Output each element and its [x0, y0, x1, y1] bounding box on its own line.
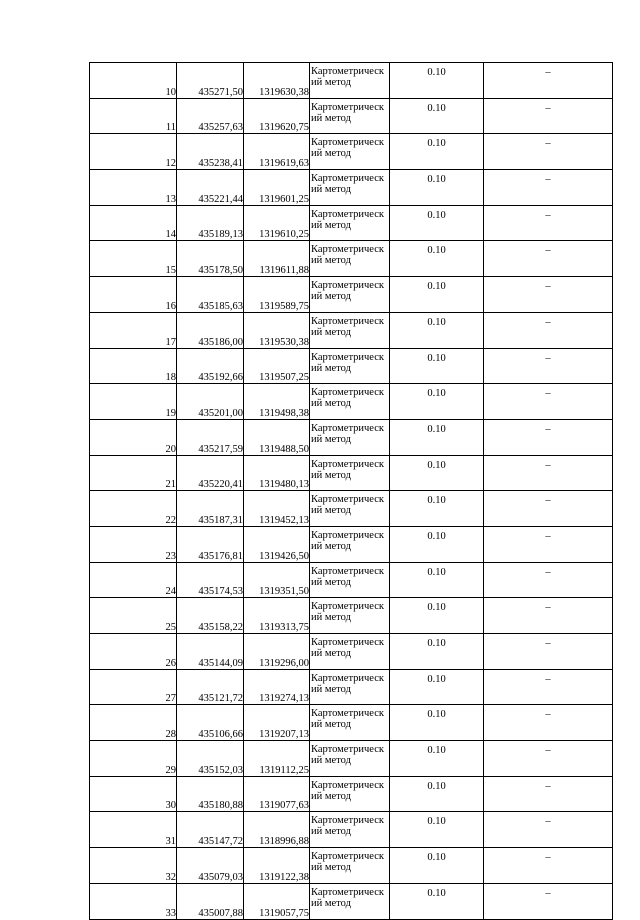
point-number-cell: 29 [90, 741, 177, 777]
note-cell: – [484, 170, 613, 206]
method-cell: Картометрический метод [310, 170, 390, 206]
method-cell: Картометрический метод [310, 98, 390, 134]
x-coordinate-cell: 435238,41 [177, 134, 244, 170]
accuracy-cell: 0.10 [390, 455, 484, 491]
x-coordinate-cell: 435257,63 [177, 98, 244, 134]
table-row [90, 63, 613, 99]
x-coordinate-cell: 435176,81 [177, 526, 244, 562]
point-number-cell: 10 [90, 63, 177, 99]
note-cell: – [484, 205, 613, 241]
y-coordinate-cell: 1319351,50 [244, 562, 310, 598]
y-coordinate-cell: 1319274,13 [244, 669, 310, 705]
accuracy-cell: 0.10 [390, 241, 484, 277]
note-cell: – [484, 419, 613, 455]
x-coordinate-cell: 435186,00 [177, 312, 244, 348]
method-cell: Картометрический метод [310, 598, 390, 634]
note-cell: – [484, 63, 613, 99]
table-row [90, 526, 613, 562]
y-coordinate-cell: 1319452,13 [244, 491, 310, 527]
point-number-cell: 13 [90, 170, 177, 206]
accuracy-cell: 0.10 [390, 63, 484, 99]
method-cell: Картометрический метод [310, 526, 390, 562]
point-number-cell: 18 [90, 348, 177, 384]
method-cell: Картометрический метод [310, 669, 390, 705]
y-coordinate-cell: 1319620,75 [244, 98, 310, 134]
accuracy-cell: 0.10 [390, 384, 484, 420]
note-cell: – [484, 384, 613, 420]
table-row [90, 205, 613, 241]
accuracy-cell: 0.10 [390, 883, 484, 919]
x-coordinate-cell: 435174,53 [177, 562, 244, 598]
note-cell: – [484, 598, 613, 634]
table-row [90, 134, 613, 170]
table-row [90, 776, 613, 812]
y-coordinate-cell: 1319630,38 [244, 63, 310, 99]
coordinates-table [89, 62, 613, 920]
table-row [90, 312, 613, 348]
y-coordinate-cell: 1319530,38 [244, 312, 310, 348]
coordinates-table-body [90, 63, 613, 920]
method-cell: Картометрический метод [310, 419, 390, 455]
point-number-cell: 31 [90, 812, 177, 848]
method-cell: Картометрический метод [310, 741, 390, 777]
note-cell: – [484, 134, 613, 170]
point-number-cell: 32 [90, 848, 177, 884]
y-coordinate-cell: 1319488,50 [244, 419, 310, 455]
x-coordinate-cell: 435178,50 [177, 241, 244, 277]
x-coordinate-cell: 435079,03 [177, 848, 244, 884]
table-row [90, 170, 613, 206]
x-coordinate-cell: 435121,72 [177, 669, 244, 705]
x-coordinate-cell: 435158,22 [177, 598, 244, 634]
y-coordinate-cell: 1319589,75 [244, 277, 310, 313]
method-cell: Картометрический метод [310, 134, 390, 170]
x-coordinate-cell: 435189,13 [177, 205, 244, 241]
x-coordinate-cell: 435180,88 [177, 776, 244, 812]
point-number-cell: 24 [90, 562, 177, 598]
accuracy-cell: 0.10 [390, 562, 484, 598]
point-number-cell: 20 [90, 419, 177, 455]
y-coordinate-cell: 1319122,38 [244, 848, 310, 884]
accuracy-cell: 0.10 [390, 741, 484, 777]
y-coordinate-cell: 1319112,25 [244, 741, 310, 777]
y-coordinate-cell: 1319313,75 [244, 598, 310, 634]
table-row [90, 277, 613, 313]
y-coordinate-cell: 1319077,63 [244, 776, 310, 812]
note-cell: – [484, 741, 613, 777]
note-cell: – [484, 776, 613, 812]
accuracy-cell: 0.10 [390, 705, 484, 741]
y-coordinate-cell: 1319296,00 [244, 634, 310, 670]
accuracy-cell: 0.10 [390, 598, 484, 634]
table-row [90, 491, 613, 527]
point-number-cell: 28 [90, 705, 177, 741]
method-cell: Картометрический метод [310, 776, 390, 812]
accuracy-cell: 0.10 [390, 348, 484, 384]
table-row [90, 455, 613, 491]
y-coordinate-cell: 1319426,50 [244, 526, 310, 562]
table-row [90, 634, 613, 670]
method-cell: Картометрический метод [310, 241, 390, 277]
x-coordinate-cell: 435221,44 [177, 170, 244, 206]
table-row [90, 705, 613, 741]
point-number-cell: 25 [90, 598, 177, 634]
point-number-cell: 16 [90, 277, 177, 313]
method-cell: Картометрический метод [310, 455, 390, 491]
accuracy-cell: 0.10 [390, 419, 484, 455]
note-cell: – [484, 848, 613, 884]
x-coordinate-cell: 435185,63 [177, 277, 244, 313]
accuracy-cell: 0.10 [390, 205, 484, 241]
method-cell: Картометрический метод [310, 63, 390, 99]
point-number-cell: 30 [90, 776, 177, 812]
note-cell: – [484, 98, 613, 134]
accuracy-cell: 0.10 [390, 312, 484, 348]
y-coordinate-cell: 1319507,25 [244, 348, 310, 384]
accuracy-cell: 0.10 [390, 134, 484, 170]
x-coordinate-cell: 435271,50 [177, 63, 244, 99]
point-number-cell: 22 [90, 491, 177, 527]
note-cell: – [484, 277, 613, 313]
x-coordinate-cell: 435007,88 [177, 883, 244, 919]
x-coordinate-cell: 435106,66 [177, 705, 244, 741]
accuracy-cell: 0.10 [390, 634, 484, 670]
method-cell: Картометрический метод [310, 384, 390, 420]
point-number-cell: 11 [90, 98, 177, 134]
accuracy-cell: 0.10 [390, 812, 484, 848]
table-row [90, 812, 613, 848]
x-coordinate-cell: 435201,00 [177, 384, 244, 420]
x-coordinate-cell: 435144,09 [177, 634, 244, 670]
note-cell: – [484, 705, 613, 741]
table-row [90, 562, 613, 598]
method-cell: Картометрический метод [310, 277, 390, 313]
note-cell: – [484, 455, 613, 491]
method-cell: Картометрический метод [310, 562, 390, 598]
y-coordinate-cell: 1319057,75 [244, 883, 310, 919]
method-cell: Картометрический метод [310, 205, 390, 241]
note-cell: – [484, 491, 613, 527]
accuracy-cell: 0.10 [390, 848, 484, 884]
method-cell: Картометрический метод [310, 312, 390, 348]
table-row [90, 883, 613, 919]
point-number-cell: 14 [90, 205, 177, 241]
y-coordinate-cell: 1319480,13 [244, 455, 310, 491]
accuracy-cell: 0.10 [390, 277, 484, 313]
point-number-cell: 19 [90, 384, 177, 420]
table-row [90, 384, 613, 420]
y-coordinate-cell: 1319619,63 [244, 134, 310, 170]
accuracy-cell: 0.10 [390, 526, 484, 562]
method-cell: Картометрический метод [310, 812, 390, 848]
note-cell: – [484, 526, 613, 562]
x-coordinate-cell: 435220,41 [177, 455, 244, 491]
note-cell: – [484, 634, 613, 670]
y-coordinate-cell: 1319601,25 [244, 170, 310, 206]
table-row [90, 98, 613, 134]
method-cell: Картометрический метод [310, 883, 390, 919]
method-cell: Картометрический метод [310, 848, 390, 884]
note-cell: – [484, 241, 613, 277]
table-row [90, 669, 613, 705]
table-row [90, 598, 613, 634]
y-coordinate-cell: 1319207,13 [244, 705, 310, 741]
method-cell: Картометрический метод [310, 348, 390, 384]
point-number-cell: 23 [90, 526, 177, 562]
point-number-cell: 12 [90, 134, 177, 170]
point-number-cell: 17 [90, 312, 177, 348]
x-coordinate-cell: 435187,31 [177, 491, 244, 527]
accuracy-cell: 0.10 [390, 776, 484, 812]
accuracy-cell: 0.10 [390, 98, 484, 134]
note-cell: – [484, 312, 613, 348]
note-cell: – [484, 812, 613, 848]
x-coordinate-cell: 435152,03 [177, 741, 244, 777]
note-cell: – [484, 562, 613, 598]
accuracy-cell: 0.10 [390, 491, 484, 527]
x-coordinate-cell: 435192,66 [177, 348, 244, 384]
table-row [90, 241, 613, 277]
point-number-cell: 26 [90, 634, 177, 670]
accuracy-cell: 0.10 [390, 669, 484, 705]
y-coordinate-cell: 1319611,88 [244, 241, 310, 277]
table-row [90, 741, 613, 777]
x-coordinate-cell: 435217,59 [177, 419, 244, 455]
note-cell: – [484, 669, 613, 705]
y-coordinate-cell: 1318996,88 [244, 812, 310, 848]
point-number-cell: 33 [90, 883, 177, 919]
point-number-cell: 15 [90, 241, 177, 277]
y-coordinate-cell: 1319498,38 [244, 384, 310, 420]
method-cell: Картометрический метод [310, 491, 390, 527]
note-cell: – [484, 348, 613, 384]
note-cell: – [484, 883, 613, 919]
point-number-cell: 27 [90, 669, 177, 705]
table-row [90, 419, 613, 455]
x-coordinate-cell: 435147,72 [177, 812, 244, 848]
table-row [90, 348, 613, 384]
method-cell: Картометрический метод [310, 705, 390, 741]
y-coordinate-cell: 1319610,25 [244, 205, 310, 241]
point-number-cell: 21 [90, 455, 177, 491]
table-row [90, 848, 613, 884]
method-cell: Картометрический метод [310, 634, 390, 670]
accuracy-cell: 0.10 [390, 170, 484, 206]
